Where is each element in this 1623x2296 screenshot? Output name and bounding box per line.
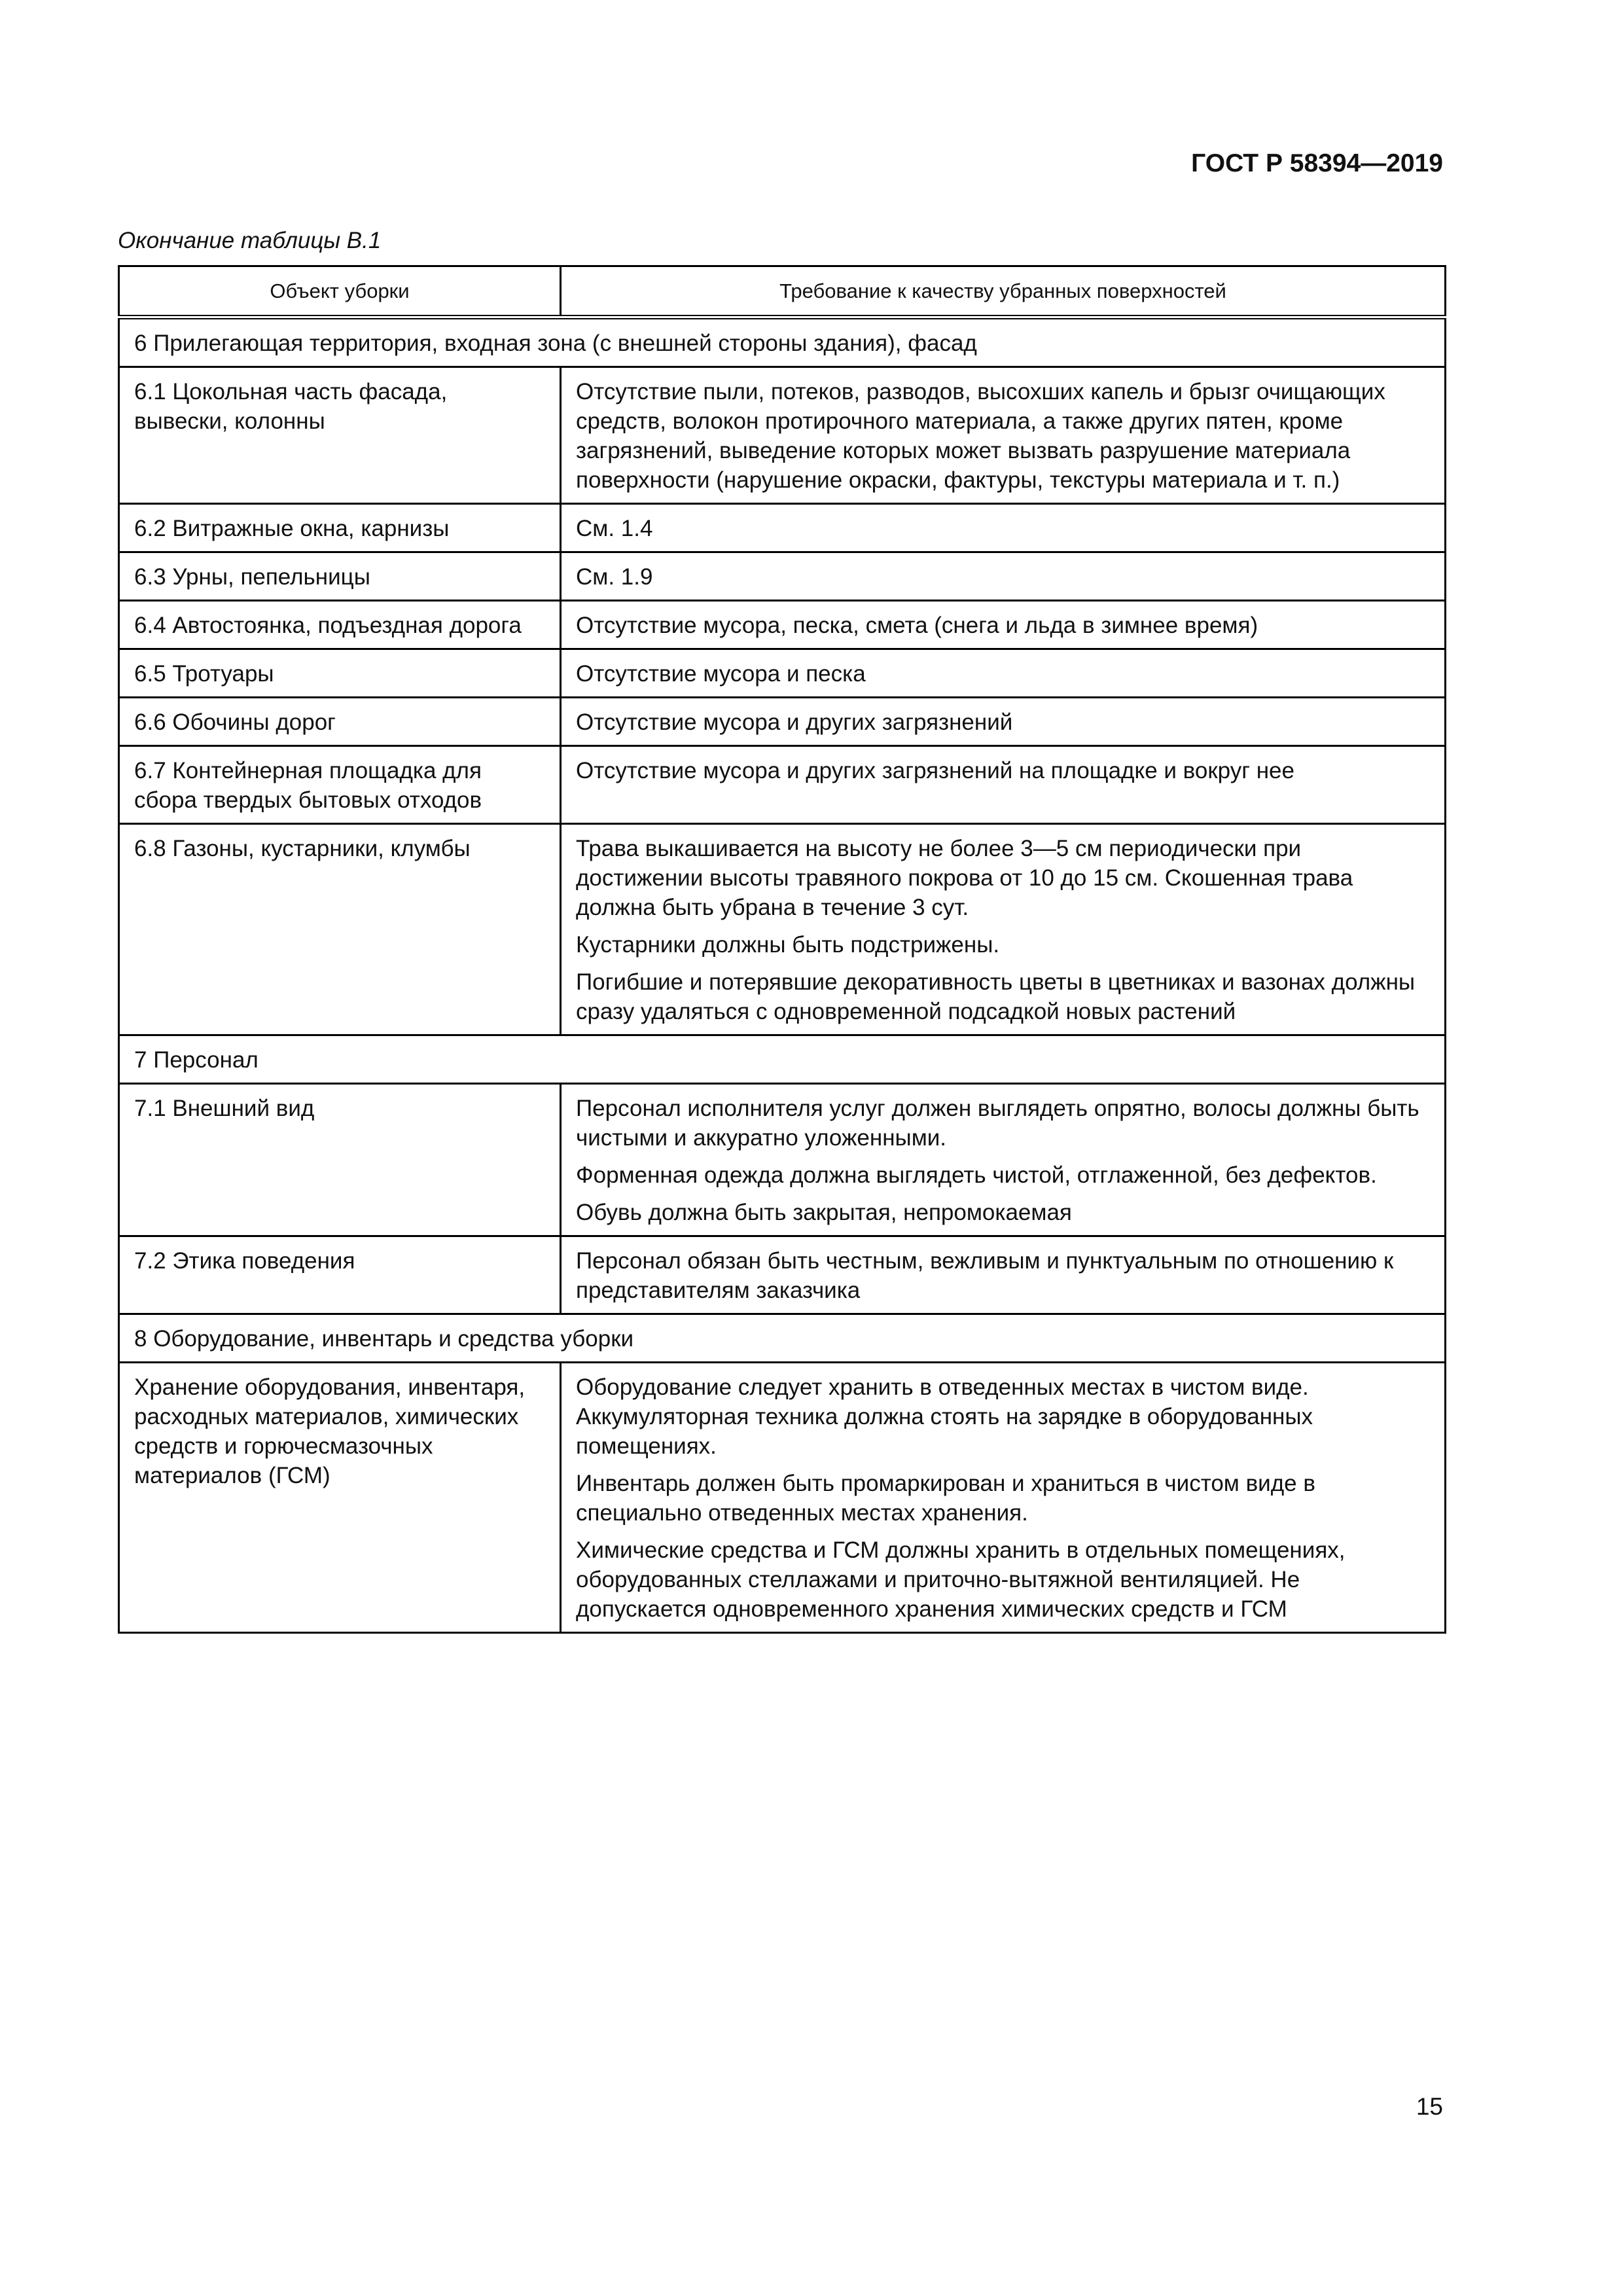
object-cell: 7.2 Этика поведения xyxy=(119,1236,561,1314)
object-cell: 6.7 Контейнерная площадка для сбора твердых бытовых отходов xyxy=(119,746,561,824)
requirement-cell: Отсутствие мусора и других загрязнений xyxy=(561,698,1446,746)
column-header-requirement: Требование к качеству убранных поверхностей xyxy=(561,266,1446,317)
section-title-7: 7 Персонал xyxy=(119,1035,1446,1084)
section-title-8: 8 Оборудование, инвентарь и средства уборки xyxy=(119,1314,1446,1363)
object-cell: 7.1 Внешний вид xyxy=(119,1084,561,1236)
standard-code: ГОСТ Р 58394—2019 xyxy=(1191,149,1443,177)
requirement-cell: См. 1.4 xyxy=(561,504,1446,552)
object-cell: 6.4 Автостоянка, подъездная дорога xyxy=(119,601,561,649)
table-row xyxy=(119,367,1446,504)
table-row xyxy=(119,746,1446,824)
requirements-table xyxy=(118,265,1446,1634)
table-row xyxy=(119,698,1446,746)
section-row xyxy=(119,317,1446,367)
table-row xyxy=(119,1236,1446,1314)
requirement-cell: Персонал обязан быть честным, вежливым и пунктуальным по отношению к представителям заказчика xyxy=(561,1236,1446,1314)
object-cell: 6.1 Цокольная часть фасада, вывески, колонны xyxy=(119,367,561,504)
table-row xyxy=(119,824,1446,1035)
requirement-cell: Трава выкашивается на высоту не более 3—5 см периодически при достижении высоты травяного покрова от 10 до 15 см. Скошенная трава должна быть убрана в течение 3 сут. Кустарники должны быть подстрижены. Погибшие и потерявшие декоративность цветы в цветниках и вазонах должны сразу удаляться с одновременной подсадкой новых растений xyxy=(561,824,1446,1035)
object-cell: Хранение оборудования, инвентаря, расходных материалов, химических средств и горючесмазочных материалов (ГСМ) xyxy=(119,1363,561,1633)
object-cell: 6.5 Тротуары xyxy=(119,649,561,698)
requirement-cell: См. 1.9 xyxy=(561,552,1446,601)
object-cell: 6.3 Урны, пепельницы xyxy=(119,552,561,601)
table-row xyxy=(119,1363,1446,1633)
section-row xyxy=(119,1314,1446,1363)
requirement-cell: Отсутствие мусора и других загрязнений на площадке и вокруг нее xyxy=(561,746,1446,824)
column-header-object: Объект уборки xyxy=(119,266,561,317)
table-row xyxy=(119,649,1446,698)
requirement-cell: Отсутствие пыли, потеков, разводов, высохших капель и брызг очищающих средств, волокон протирочного материала, а также других пятен, кроме загрязнений, выведение которых может вызвать разрушение материала поверхности (нарушение окраски, фактуры, текстуры материала и т. п.) xyxy=(561,367,1446,504)
requirement-cell: Персонал исполнителя услуг должен выглядеть опрятно, волосы должны быть чистыми и аккуратно уложенными. Форменная одежда должна выглядеть чистой, отглаженной, без дефектов. Обувь должна быть закрытая, непромокаемая xyxy=(561,1084,1446,1236)
table-caption: Окончание таблицы В.1 xyxy=(118,228,382,253)
object-cell: 6.6 Обочины дорог xyxy=(119,698,561,746)
section-row xyxy=(119,1035,1446,1084)
table-row xyxy=(119,504,1446,552)
object-cell: 6.2 Витражные окна, карнизы xyxy=(119,504,561,552)
table-header-row xyxy=(119,266,1446,317)
table-row xyxy=(119,601,1446,649)
table-row xyxy=(119,552,1446,601)
section-title-6: 6 Прилегающая территория, входная зона (с внешней стороны здания), фасад xyxy=(119,317,1446,367)
table-row xyxy=(119,1084,1446,1236)
requirement-cell: Отсутствие мусора и песка xyxy=(561,649,1446,698)
requirement-cell: Отсутствие мусора, песка, смета (снега и льда в зимнее время) xyxy=(561,601,1446,649)
page-number: 15 xyxy=(1416,2093,1443,2120)
object-cell: 6.8 Газоны, кустарники, клумбы xyxy=(119,824,561,1035)
requirement-cell: Оборудование следует хранить в отведенных местах в чистом виде. Аккумуляторная техника должна стоять на зарядке в оборудованных помещениях. Инвентарь должен быть промаркирован и храниться в чистом виде в специально отведенных местах хранения. Химические средства и ГСМ должны хранить в отдельных помещениях, оборудованных стеллажами и приточно-вытяжной вентиляцией. Не допускается одновременного хранения химических средств и ГСМ xyxy=(561,1363,1446,1633)
